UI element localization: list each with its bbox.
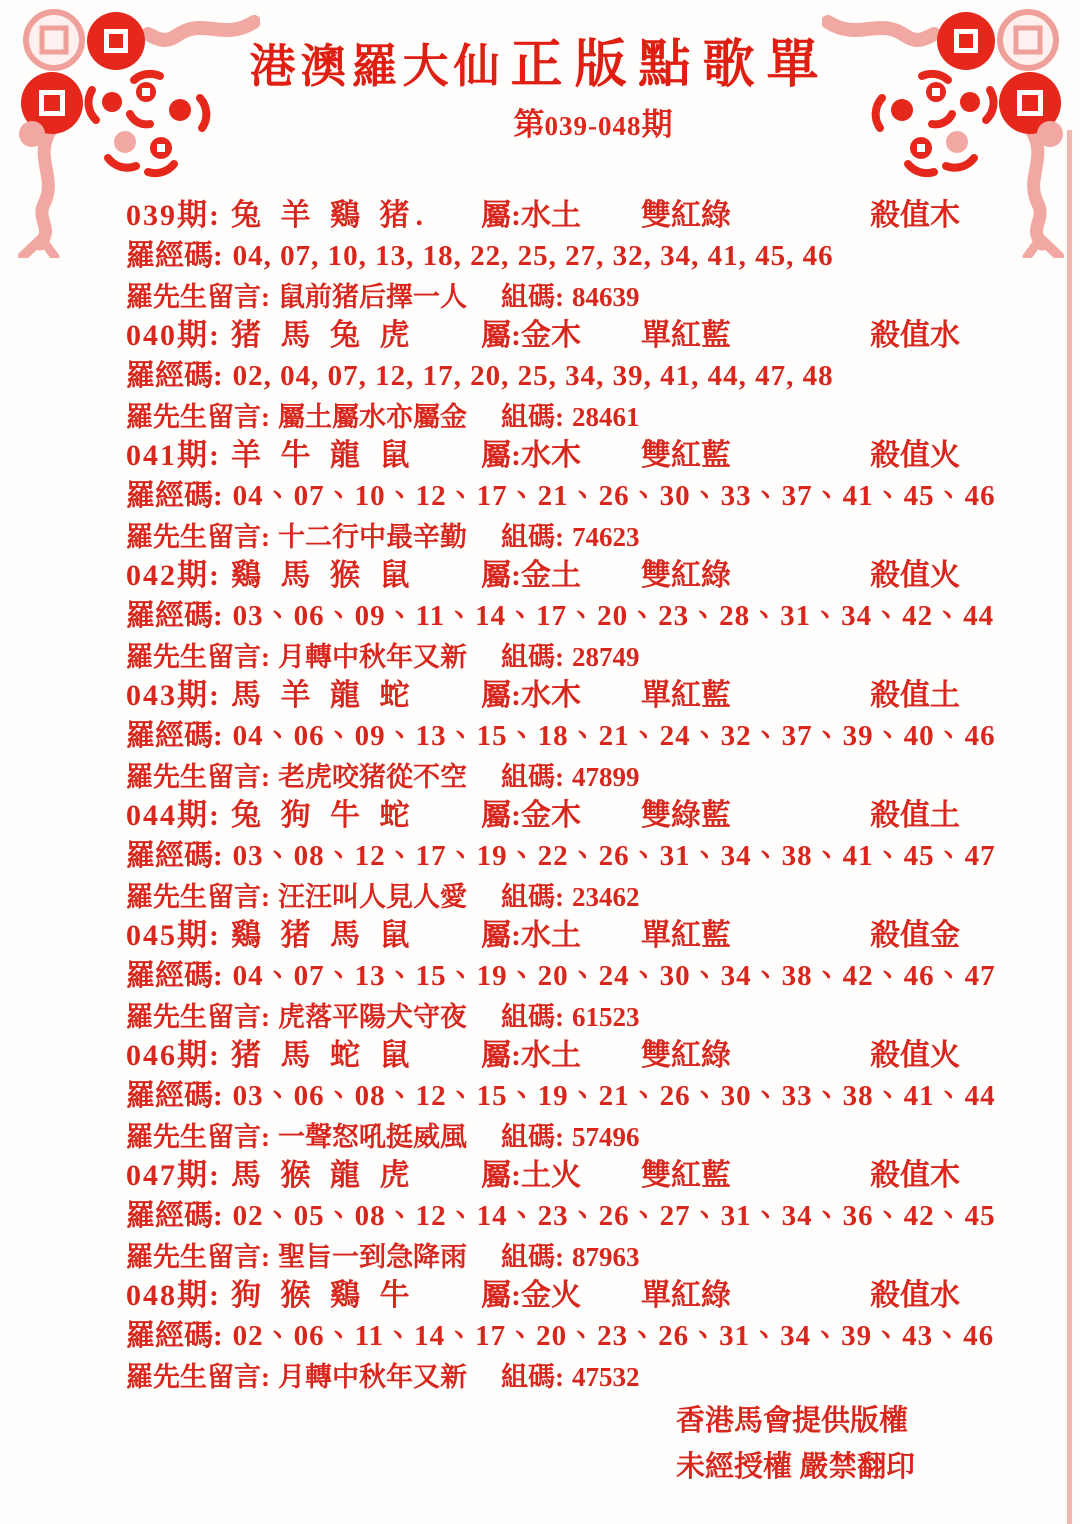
issue-numbers: 039-048 [544,111,642,141]
color-tip: 雙紅綠 [641,199,731,232]
period-block [126,430,996,552]
group-value: 87963 [572,1242,640,1272]
period-label: 044期: [126,799,221,832]
shu-value: 水土 [521,199,581,232]
period-label: 041期: [126,439,221,472]
shu-value: 水木 [521,439,581,472]
period-block [126,190,966,310]
element-attribute [481,1150,641,1194]
element-attribute [481,670,641,714]
period-and-animals [126,1030,481,1074]
issue-prefix: 第 [513,107,545,142]
animals-text: 狗 猴 鷄 牛 [231,1279,416,1312]
group-value: 84639 [572,282,640,312]
group-value: 23462 [572,882,640,912]
codes-text: 03、08、12、17、19、22、26、31、34、38、41、45、47 [232,840,996,872]
period-block [126,310,966,430]
message-text: 月轉中秋年又新 [278,642,467,672]
element-attribute [481,190,641,234]
color-tip: 雙紅綠 [641,559,731,592]
codes-text: 02、06、11、14、17、20、23、26、31、34、39、43、46 [232,1320,995,1352]
group-value: 47532 [572,1362,640,1392]
luojing-row [126,953,996,995]
kill-value: 殺值水 [870,319,960,352]
kill-value: 殺值火 [870,559,960,592]
period-label: 039期: [126,199,221,232]
period-header-row [126,1030,966,1073]
message-text: 屬土屬水亦屬金 [278,402,467,432]
codes-text: 04, 07, 10, 13, 18, 22, 25, 27, 32, 34, 41, 45, 46 [232,240,834,272]
group-value: 28749 [572,642,640,672]
luojing-row [126,833,996,875]
message-label: 羅先生留言: [126,882,270,912]
message-row [126,515,966,550]
shu-value: 水木 [521,679,581,712]
luojing-label: 羅經碼: [126,1320,223,1352]
element-attribute [481,1270,641,1314]
luojing-row [126,473,996,515]
shu-value: 水土 [521,1039,581,1072]
period-and-animals [126,1270,481,1314]
codes-text: 04、06、09、13、15、18、21、24、32、37、39、40、46 [232,720,996,752]
kill-value: 殺值火 [870,439,960,472]
message-row [126,875,966,910]
period-and-animals [126,430,481,474]
period-and-animals [126,550,481,594]
luojing-label: 羅經碼: [126,1080,223,1112]
period-header-row [126,670,966,713]
luojing-label: 羅經碼: [126,960,223,992]
period-label: 046期: [126,1039,221,1072]
shu-label: 屬: [481,1159,521,1192]
periods-list [126,190,996,1392]
group-label: 組碼: [501,1002,564,1032]
period-block [126,1030,996,1152]
element-attribute [481,790,641,834]
copyright-footer [676,1398,915,1490]
luojing-row [126,1313,995,1355]
group-value: 61523 [572,1002,640,1032]
color-tip: 單紅藍 [641,919,731,952]
animals-text: 兔 狗 牛 蛇 [231,799,416,832]
message-row [126,635,966,670]
codes-text: 04、07、10、12、17、21、26、30、33、37、41、45、46 [232,480,996,512]
period-label: 045期: [126,919,221,952]
message-text: 虎落平陽犬守夜 [278,1002,467,1032]
message-label: 羅先生留言: [126,642,270,672]
period-block [126,790,996,912]
message-text: 鼠前猪后擇一人 [278,282,467,312]
group-label: 組碼: [501,882,564,912]
luojing-label: 羅經碼: [126,600,223,632]
kill-value: 殺值木 [870,199,960,232]
period-header-row [126,550,966,593]
luojing-label: 羅經碼: [126,360,223,392]
group-label: 組碼: [501,642,564,672]
period-header-row [126,790,966,833]
luojing-row [126,353,966,395]
shu-label: 屬: [481,679,521,712]
codes-text: 03、06、08、12、15、19、21、26、30、33、38、41、44 [232,1080,996,1112]
message-row [126,275,966,310]
issue-suffix: 期 [641,107,673,142]
group-label: 組碼: [501,522,564,552]
luojing-label: 羅經碼: [126,240,223,272]
shu-value: 金木 [521,319,581,352]
message-row [126,755,966,790]
luojing-label: 羅經碼: [126,720,223,752]
message-label: 羅先生留言: [126,1242,270,1272]
title-main: 正版點歌單 [510,37,831,94]
group-value: 28461 [572,402,640,432]
period-and-animals [126,1150,481,1194]
shu-label: 屬: [481,439,521,472]
period-block [126,910,996,1032]
kill-value: 殺值土 [870,799,960,832]
animals-text: 猪 馬 兔 虎 [231,319,416,352]
period-label: 040期: [126,319,221,352]
message-text: 一聲怒吼挺威風 [278,1122,467,1152]
copyright-line2: 未經授權 嚴禁翻印 [676,1451,916,1483]
message-label: 羅先生留言: [126,1002,270,1032]
shu-value: 金木 [521,799,581,832]
kill-value: 殺值水 [870,1279,960,1312]
message-row [126,1235,966,1270]
message-label: 羅先生留言: [126,1362,270,1392]
animals-text: 兔 羊 鷄 猪. [231,199,429,232]
luojing-row [126,1193,996,1235]
message-text: 老虎咬猪從不空 [278,762,467,792]
kill-value: 殺值土 [870,679,960,712]
color-tip: 雙紅綠 [641,1039,731,1072]
group-value: 57496 [572,1122,640,1152]
element-attribute [481,1030,641,1074]
color-tip: 雙綠藍 [641,799,731,832]
group-label: 組碼: [501,402,564,432]
color-tip: 雙紅藍 [641,1159,731,1192]
kill-value: 殺值火 [870,1039,960,1072]
codes-text: 02, 04, 07, 12, 17, 20, 25, 34, 39, 41, 44, 47, 48 [232,360,834,392]
luojing-label: 羅經碼: [126,1200,223,1232]
animals-text: 猪 馬 蛇 鼠 [231,1039,416,1072]
kill-value: 殺值木 [870,1159,960,1192]
message-label: 羅先生留言: [126,1122,270,1152]
period-and-animals [126,910,481,954]
message-row [126,395,966,430]
shu-value: 水土 [521,919,581,952]
shu-label: 屬: [481,319,521,352]
shu-value: 土火 [521,1159,581,1192]
group-value: 74623 [572,522,640,552]
period-and-animals [126,190,481,234]
group-label: 組碼: [501,282,564,312]
luojing-label: 羅經碼: [126,480,223,512]
message-row [126,995,966,1030]
period-and-animals [126,790,481,834]
period-header-row [126,430,966,473]
color-tip: 雙紅藍 [641,439,731,472]
group-label: 組碼: [501,1122,564,1152]
animals-text: 馬 猴 龍 虎 [231,1159,416,1192]
shu-label: 屬: [481,1279,521,1312]
luojing-row [126,1073,996,1115]
message-label: 羅先生留言: [126,762,270,792]
page-title [0,22,1080,97]
period-label: 042期: [126,559,221,592]
period-label: 043期: [126,679,221,712]
shu-label: 屬: [481,199,521,232]
title-prefix: 港澳羅大仙 [249,41,505,92]
kill-value: 殺值金 [870,919,960,952]
codes-text: 03、06、09、11、14、17、20、23、28、31、34、42、44 [232,600,995,632]
luojing-label: 羅經碼: [126,840,223,872]
period-block [126,550,995,672]
period-label: 047期: [126,1159,221,1192]
shu-label: 屬: [481,799,521,832]
period-and-animals [126,310,481,354]
message-text: 十二行中最辛勤 [278,522,467,552]
animals-text: 馬 羊 龍 蛇 [231,679,416,712]
message-text: 汪汪叫人見人愛 [278,882,467,912]
message-text: 月轉中秋年又新 [278,1362,467,1392]
animals-text: 鷄 猪 馬 鼠 [231,919,416,952]
group-label: 組碼: [501,1242,564,1272]
period-header-row [126,190,966,233]
period-label: 048期: [126,1279,221,1312]
message-label: 羅先生留言: [126,522,270,552]
shu-value: 金火 [521,1279,581,1312]
color-tip: 單紅藍 [641,679,731,712]
period-block [126,670,996,792]
shu-value: 金土 [521,559,581,592]
scan-edge-artifact [1067,130,1072,1524]
element-attribute [481,910,641,954]
period-header-row [126,1150,966,1193]
message-label: 羅先生留言: [126,402,270,432]
luojing-row [126,593,995,635]
copyright-line1: 香港馬會提供版權 [676,1405,909,1437]
message-text: 聖旨一到急降雨 [278,1242,467,1272]
issue-range [514,99,673,144]
group-label: 組碼: [501,762,564,792]
message-row [126,1355,966,1390]
period-header-row [126,1270,966,1313]
shu-label: 屬: [481,1039,521,1072]
group-label: 組碼: [501,1362,564,1392]
period-block [126,1150,996,1272]
message-row [126,1115,966,1150]
animals-text: 羊 牛 龍 鼠 [231,439,416,472]
period-header-row [126,310,966,353]
luojing-row [126,713,996,755]
shu-label: 屬: [481,919,521,952]
period-block [126,1270,995,1392]
group-value: 47899 [572,762,640,792]
shu-label: 屬: [481,559,521,592]
element-attribute [481,310,641,354]
period-header-row [126,910,966,953]
element-attribute [481,550,641,594]
luojing-row [126,233,966,275]
color-tip: 單紅綠 [641,1279,731,1312]
animals-text: 鷄 馬 猴 鼠 [231,559,416,592]
period-and-animals [126,670,481,714]
element-attribute [481,430,641,474]
codes-text: 04、07、13、15、19、20、24、30、34、38、42、46、47 [232,960,996,992]
message-label: 羅先生留言: [126,282,270,312]
color-tip: 單紅藍 [641,319,731,352]
codes-text: 02、05、08、12、14、23、26、27、31、34、36、42、45 [232,1200,996,1232]
